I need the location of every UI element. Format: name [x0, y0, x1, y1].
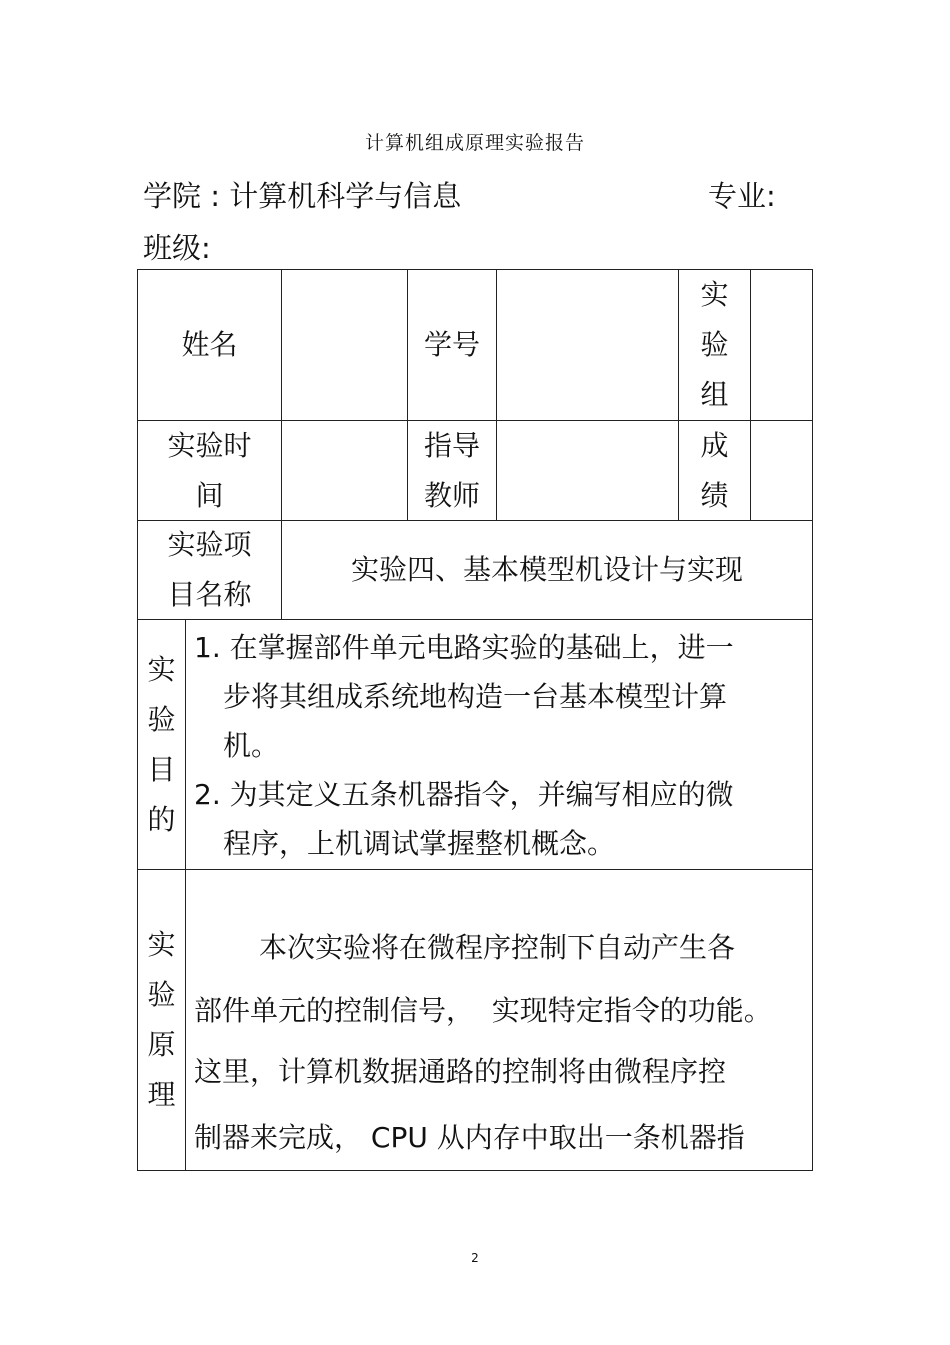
student-id-value-cell — [496, 269, 679, 421]
purpose-label-cell — [137, 619, 186, 870]
class-line: 班级: — [143, 231, 211, 265]
group-label: 实验组 — [700, 278, 729, 411]
report-title: 计算机组成原理实验报告 — [364, 132, 585, 154]
principle-line: 制器来完成， CPU 从内存中取出一条机器指 — [194, 1121, 745, 1154]
page-number: 2 — [471, 1251, 479, 1265]
college-line: 学院 : 计算机科学与信息 — [143, 179, 462, 213]
purpose-line: 程序，上机调试掌握整机概念。 — [223, 827, 616, 860]
name-label: 姓名 — [181, 328, 238, 361]
principle-content-cell — [185, 869, 813, 1171]
purpose-line: 1. 在掌握部件单元电路实验的基础上，进一 — [194, 631, 734, 664]
purpose-line: 步将其组成系统地构造一台基本模型计算 — [223, 680, 728, 713]
student-id-label-cell — [407, 269, 497, 421]
name-label-cell — [137, 269, 282, 421]
teacher-label-cell — [407, 420, 497, 521]
score-value-cell — [750, 420, 813, 521]
principle-line: 这里，计算机数据通路的控制将由微程序控 — [194, 1055, 727, 1088]
principle-line: 部件单元的控制信号， 实现特定指令的功能。 — [194, 994, 772, 1027]
purpose-content-cell — [185, 619, 813, 870]
name-value-cell — [281, 269, 408, 421]
principle-label-cell — [137, 869, 186, 1171]
principle-label: 实验原理 — [147, 928, 176, 1111]
principle-line: 本次实验将在微程序控制下自动产生各 — [259, 931, 736, 964]
purpose-line: 机。 — [223, 729, 280, 762]
group-value-cell — [750, 269, 813, 421]
student-id-label: 学号 — [423, 328, 480, 361]
project-value-cell — [281, 520, 813, 620]
time-label: 实验时间 — [167, 428, 252, 512]
teacher-label: 指导教师 — [423, 428, 480, 512]
project-label-cell — [137, 520, 282, 620]
time-label-cell — [137, 420, 282, 521]
score-label: 成绩 — [700, 428, 729, 512]
group-label-cell — [678, 269, 751, 421]
project-label: 实验项目名称 — [167, 528, 252, 611]
teacher-value-cell — [496, 420, 679, 521]
report-table — [137, 269, 813, 1171]
score-label-cell — [678, 420, 751, 521]
time-value-cell — [281, 420, 408, 521]
purpose-label: 实验目的 — [147, 652, 176, 836]
project-value: 实验四、基本模型机设计与实现 — [350, 553, 743, 586]
major-line: 专业: — [708, 179, 776, 213]
purpose-line: 2. 为其定义五条机器指令，并编写相应的微 — [194, 778, 734, 811]
